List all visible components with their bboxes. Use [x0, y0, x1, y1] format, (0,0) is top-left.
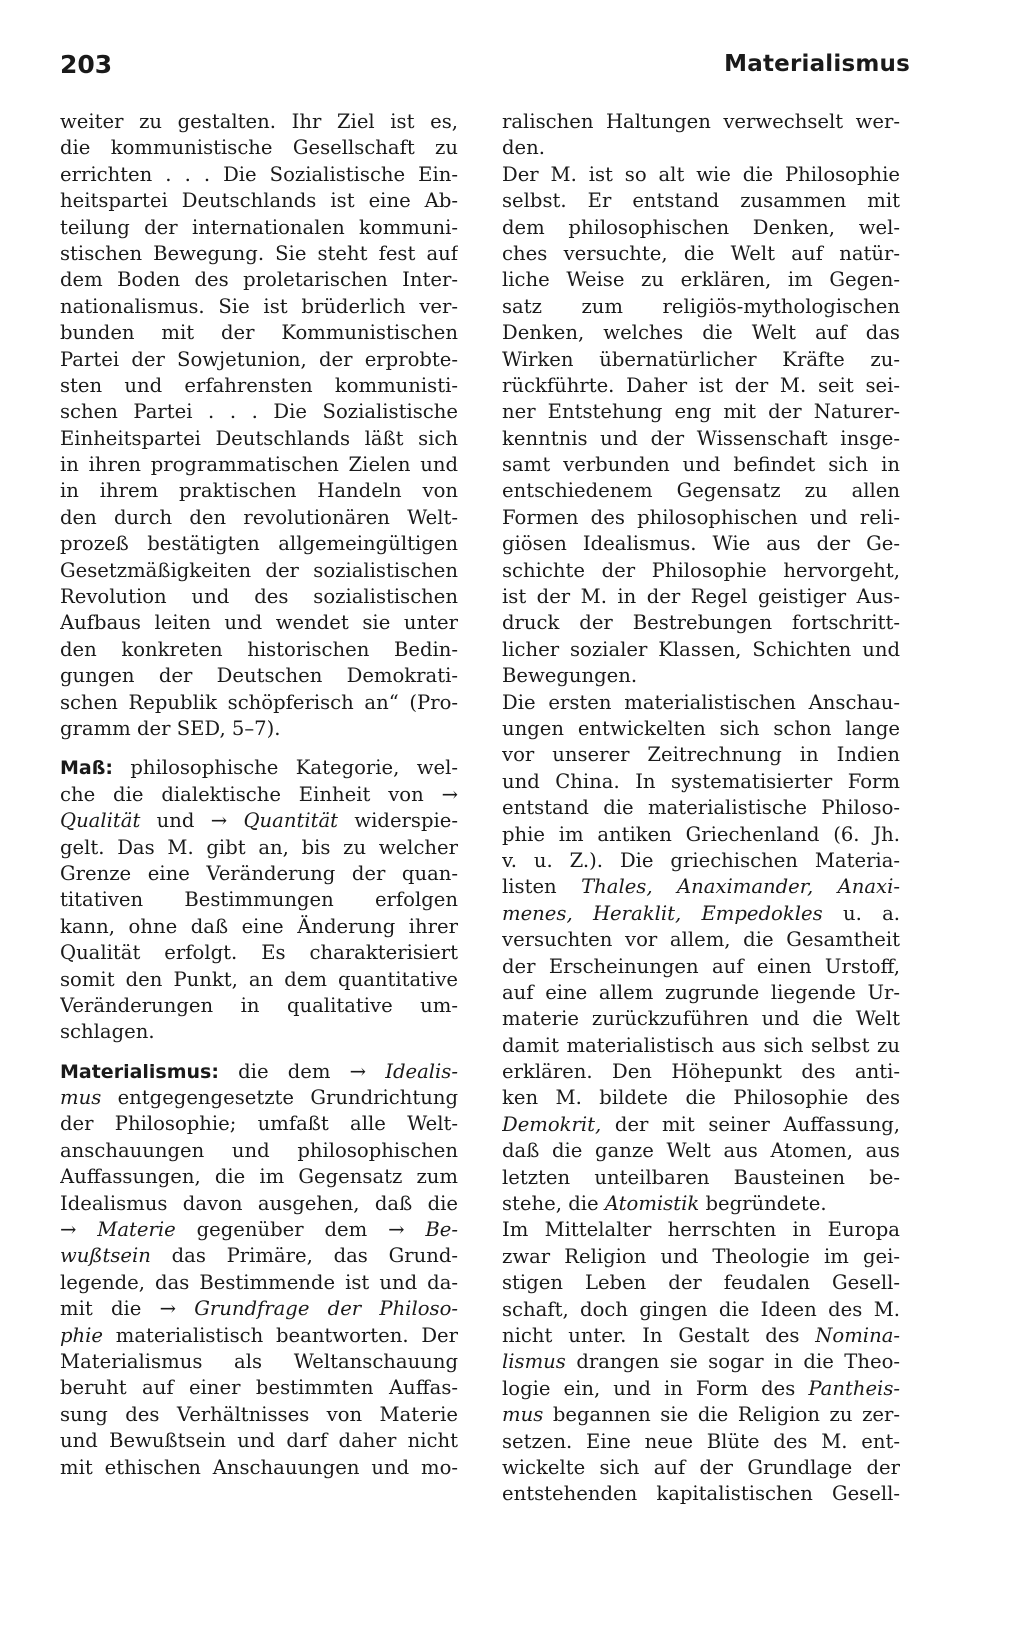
term-italic: lismus	[502, 1350, 566, 1374]
headword-materialismus: Materialismus:	[60, 1060, 219, 1083]
text-line: entschiedenem Gegensatz zu allen	[502, 479, 900, 503]
philosopher-names: menes, Heraklit, Empedokles	[502, 901, 823, 925]
term-italic: mus	[502, 1403, 544, 1427]
text-line: → Materie gegenüber dem → Be-	[60, 1218, 458, 1242]
text-line: entstehenden kapitalistischen Gesell-	[502, 1482, 900, 1506]
text-line: vor unserer Zeitrechnung in Indien	[502, 743, 900, 767]
text-line: Materialismus als Weltanschauung	[60, 1349, 458, 1373]
text-line: listen Thales, Anaximander, Anaxi-	[502, 875, 900, 899]
text-line: erklären. Den Höhepunkt des anti-	[502, 1060, 900, 1084]
text-line: den konkreten historischen Bedin-	[60, 637, 458, 661]
text-line: Wirken übernatürlicher Kräfte zu-	[502, 347, 900, 371]
cross-reference: wußtsein	[60, 1244, 151, 1268]
text-line: selbst. Er entstand zusammen mit	[502, 189, 900, 213]
text-line: Bewegungen.	[502, 664, 638, 688]
cross-reference: Qualität	[60, 809, 141, 833]
text-line: sung des Verhältnisses von Materie	[60, 1402, 458, 1426]
paragraph-gap	[60, 742, 458, 755]
cross-reference: Be-	[425, 1218, 458, 1242]
paragraph-gap	[60, 1046, 458, 1059]
text-line: bunden mit der Kommunistischen	[60, 321, 458, 345]
text-line: den durch den revolutionären Welt-	[60, 505, 458, 529]
text-line: schlagen.	[60, 1020, 155, 1044]
philosopher-names: Thales, Anaximander, Anaxi-	[581, 875, 900, 899]
page-number: 203	[60, 50, 113, 79]
text-line: entstand die materialistische Philoso-	[502, 796, 900, 820]
text-line: kenntnis und der Wissenschaft insge-	[502, 426, 900, 450]
text-line: beruht auf einer bestimmten Auffas-	[60, 1376, 458, 1400]
text-line: mit ethischen Anschauungen und mo-	[60, 1455, 458, 1479]
text-line: anschauungen und philosophischen	[60, 1138, 458, 1162]
text-line: und Bewußtsein und darf daher nicht	[60, 1429, 458, 1453]
text-line: dem philosophischen Denken, wel-	[502, 215, 900, 239]
text-line: Die ersten materialistischen Anschau-	[502, 690, 900, 714]
term-italic: Pantheis-	[808, 1376, 900, 1400]
text-line: Materialismus: die dem → Idealis-	[60, 1059, 458, 1083]
text-line: druck der Bestrebungen fortschritt-	[502, 611, 900, 635]
text-line: weiter zu gestalten. Ihr Ziel ist es,	[60, 110, 458, 133]
text-line: liche Weise zu erklären, im Gegen-	[502, 268, 900, 292]
cross-reference: Quantität	[243, 809, 339, 833]
text-line: Im Mittelalter herrschten in Europa	[502, 1218, 900, 1242]
text-line: ner Entstehung eng mit der Naturer-	[502, 400, 900, 424]
text-line: Grenze eine Veränderung der quan-	[60, 861, 458, 885]
cross-reference: Idealis-	[385, 1059, 458, 1083]
text-line: sten und erfahrensten kommunisti-	[60, 373, 458, 397]
text-line: samt verbunden und befindet sich in	[502, 453, 900, 477]
text-line: ungen entwickelten sich schon lange	[502, 716, 900, 740]
term-italic: Atomistik	[604, 1192, 700, 1216]
text-line: Auffassungen, die im Gegensatz zum	[60, 1165, 458, 1189]
text-line: Revolution und des sozialistischen	[60, 585, 458, 609]
text-line: errichten . . . Die Sozialistische Ein-	[60, 162, 458, 186]
text-line: versuchten vor allem, die Gesamtheit	[502, 928, 900, 952]
term-italic: Nomina-	[815, 1323, 900, 1347]
text-line: dem Boden des proletarischen Inter-	[60, 268, 458, 292]
text-line: den.	[502, 136, 545, 160]
entry-mass	[60, 755, 458, 1045]
text-line: Aufbaus leiten und wendet sie unter	[60, 611, 458, 635]
text-line: Einheitspartei Deutschlands läßt sich	[60, 426, 458, 450]
text-line: gramm der SED, 5–7).	[60, 716, 281, 740]
text-line: Maß: philosophische Kategorie, wel-	[60, 756, 458, 780]
right-column	[502, 109, 900, 1508]
text-line: mus begannen sie die Religion zu zer-	[502, 1403, 900, 1427]
text-line: Idealismus davon ausgehen, daß die	[60, 1191, 458, 1215]
text-line: heitspartei Deutschlands ist eine Ab-	[60, 189, 458, 213]
text-line: Demokrit, der mit seiner Auffassung,	[502, 1112, 900, 1136]
continued-quote-paragraph	[60, 109, 458, 742]
text-line: damit materialistisch aus sich selbst zu	[502, 1033, 900, 1057]
text-line: lismus drangen sie sogar in die Theo-	[502, 1350, 900, 1374]
text-line: titativen Bestimmungen erfolgen	[60, 888, 458, 912]
philosopher-name: Demokrit,	[502, 1112, 602, 1136]
text-line: phie materialistisch beantworten. Der	[60, 1323, 458, 1347]
text-line: materie zurückzuführen und die Welt	[502, 1007, 900, 1031]
text-line: Der M. ist so alt wie die Philosophie	[502, 162, 900, 186]
text-line: Veränderungen in qualitative um-	[60, 993, 458, 1017]
text-line: in ihrem praktischen Handeln von	[60, 479, 458, 503]
text-line: ches versuchte, die Welt auf natür-	[502, 241, 900, 265]
text-line: ist der M. in der Regel geistiger Aus-	[502, 585, 900, 609]
text-line: daß die ganze Welt aus Atomen, aus	[502, 1139, 900, 1163]
text-line: schen Partei . . . Die Sozialistische	[60, 400, 458, 424]
text-line: Gesetzmäßigkeiten der sozialistischen	[60, 558, 458, 582]
cross-reference: Grundfrage der Philoso-	[194, 1297, 458, 1321]
text-line: che die dialektische Einheit von →	[60, 782, 458, 806]
text-line: Formen des philosophischen und reli-	[502, 505, 900, 529]
text-line: die kommunistische Gesellschaft zu	[60, 136, 458, 160]
headword-mass: Maß:	[60, 757, 113, 780]
cross-reference: phie	[60, 1323, 104, 1347]
entry-materialismus	[60, 1059, 458, 1481]
text-line: auf eine allem zugrunde liegende Ur-	[502, 980, 900, 1004]
text-line: kann, ohne daß eine Änderung ihrer	[60, 914, 458, 938]
text-line: mit die → Grundfrage der Philoso-	[60, 1297, 458, 1321]
text-line: nicht unter. In Gestalt des Nomina-	[502, 1323, 900, 1347]
text-line: der Philosophie; umfaßt alle Welt-	[60, 1112, 458, 1136]
text-line: menes, Heraklit, Empedokles u. a.	[502, 901, 900, 925]
text-line: setzen. Eine neue Blüte des M. ent-	[502, 1429, 900, 1453]
text-line: in ihren programmatischen Zielen und	[60, 453, 458, 477]
text-line: zwar Religion und Theologie im gei-	[502, 1244, 900, 1268]
text-line: phie im antiken Griechenland (6. Jh.	[502, 822, 900, 846]
text-line: Qualität erfolgt. Es charakterisiert	[60, 941, 458, 965]
text-line: ralischen Haltungen verwechselt wer-	[502, 110, 900, 133]
text-line: v. u. Z.). Die griechischen Materia-	[502, 848, 900, 872]
text-line: satz zum religiös-mythologischen	[502, 294, 900, 318]
left-column	[60, 109, 458, 1481]
text-line: teilung der internationalen kommuni-	[60, 215, 458, 239]
text-line: Partei der Sowjetunion, der erprobte-	[60, 347, 458, 371]
text-line: schaft, doch gingen die Ideen des M.	[502, 1297, 900, 1321]
text-line: gungen der Deutschen Demokrati-	[60, 664, 458, 688]
text-line: licher sozialer Klassen, Schichten und	[502, 637, 900, 661]
text-line: schichte der Philosophie hervorgeht,	[502, 558, 900, 582]
cross-reference: Materie	[97, 1218, 176, 1242]
text-line: giösen Idealismus. Wie aus der Ge-	[502, 532, 900, 556]
text-line: Qualität und → Quantität widerspie-	[60, 809, 458, 833]
cross-reference: mus	[60, 1086, 102, 1110]
text-line: und China. In systematisierter Form	[502, 769, 900, 793]
text-line: nationalismus. Sie ist brüderlich ver-	[60, 294, 458, 318]
text-line: mus entgegengesetzte Grundrichtung	[60, 1086, 458, 1110]
text-line: wickelte sich auf der Grundlage der	[502, 1455, 900, 1479]
text-line: wußtsein das Primäre, das Grund-	[60, 1244, 458, 1268]
text-line: prozeß bestätigten allgemeingültigen	[60, 532, 458, 556]
text-line: stigen Leben der feudalen Gesell-	[502, 1271, 900, 1295]
text-line: logie ein, und in Form des Pantheis-	[502, 1376, 900, 1400]
text-line: letzten unteilbaren Bausteinen be-	[502, 1165, 900, 1189]
running-head: Materialismus	[724, 51, 910, 77]
text-line: stischen Bewegung. Sie steht fest auf	[60, 241, 458, 265]
text-line: Denken, welches die Welt auf das	[502, 321, 900, 345]
text-line: legende, das Bestimmende ist und da-	[60, 1270, 458, 1294]
text-line: somit den Punkt, an dem quantitative	[60, 967, 458, 991]
text-line: gelt. Das M. gibt an, bis zu welcher	[60, 835, 458, 859]
text-line: ken M. bildete die Philosophie des	[502, 1086, 900, 1110]
text-line: schen Republik schöpferisch an“ (Pro-	[60, 690, 458, 714]
text-line: stehe, die Atomistik begründete.	[502, 1192, 827, 1216]
text-line: rückführte. Daher ist der M. seit sei-	[502, 373, 900, 397]
text-line: der Erscheinungen auf einen Urstoff,	[502, 954, 900, 978]
